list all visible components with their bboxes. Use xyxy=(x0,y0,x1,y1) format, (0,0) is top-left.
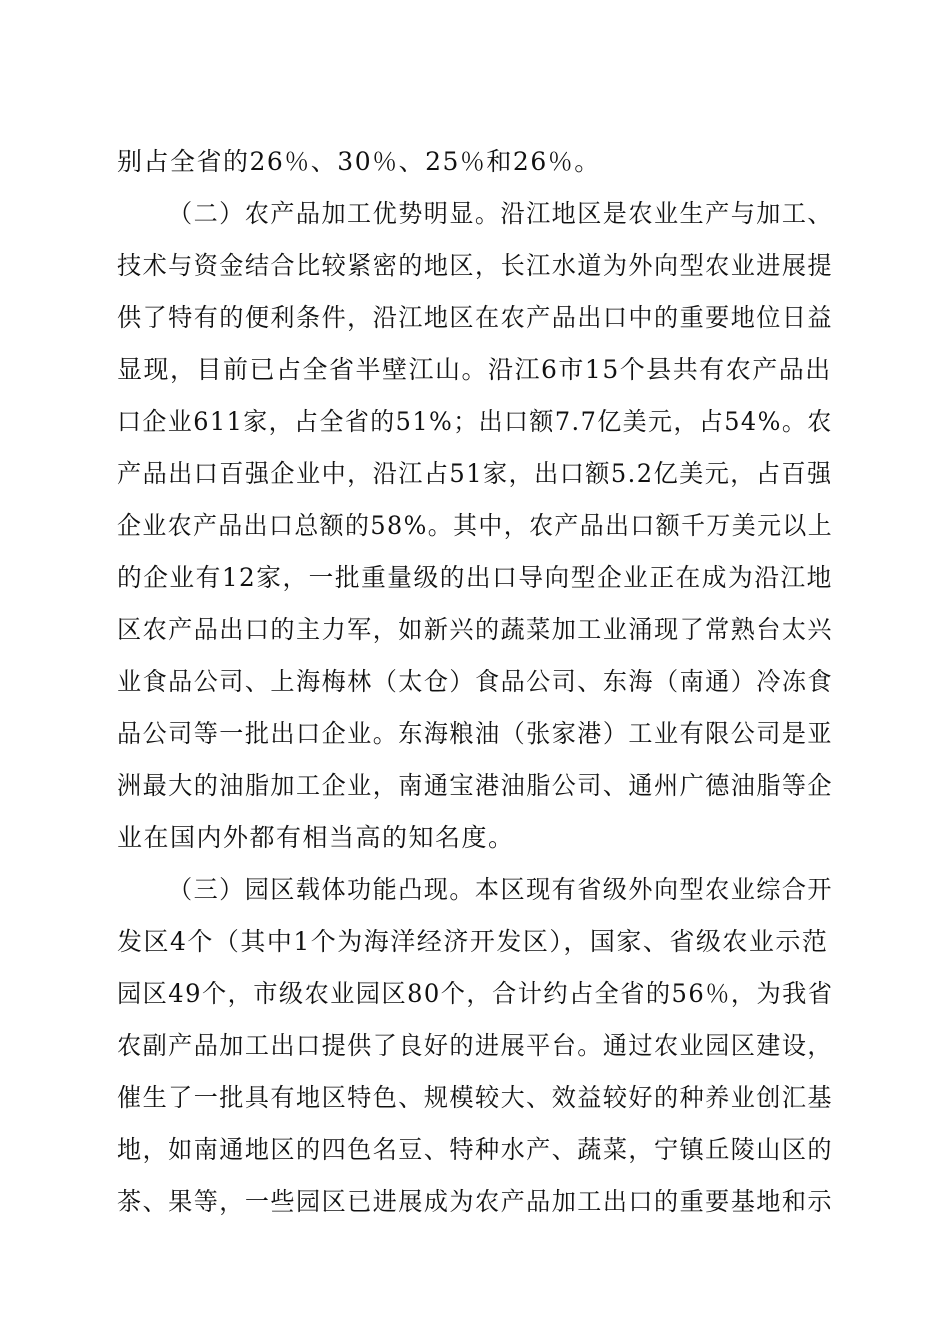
text-line: 显现，目前已占全省半壁江山。沿江6市15个县共有农产品出 xyxy=(117,355,832,384)
text-line: 催生了一批具有地区特色、规模较大、效益较好的种养业创汇基 xyxy=(117,1083,834,1112)
text-line: 的企业有12家，一批重量级的出口导向型企业正在成为沿江地 xyxy=(117,563,833,592)
text-line: 业在国内外都有相当高的知名度。 xyxy=(117,823,515,852)
text-line: 技术与资金结合比较紧密的地区，长江水道为外向型农业进展提 xyxy=(117,251,834,280)
text-line: 产品出口百强企业中，沿江占51家，出口额5.2亿美元，占百强 xyxy=(117,459,833,488)
text-line: 品公司等一批出口企业。东海粮油（张家港）工业有限公司是亚 xyxy=(117,719,834,748)
text-line: 发区4个（其中1个为海洋经济开发区），国家、省级农业示范 xyxy=(117,927,829,956)
text-line: 供了特有的便利条件，沿江地区在农产品出口中的重要地位日益 xyxy=(117,303,834,332)
text-line: 别占全省的26％、30％、25％和26％。 xyxy=(117,147,601,176)
text-line: 农副产品加工出口提供了良好的进展平台。通过农业园区建设， xyxy=(117,1031,834,1060)
text-line: 茶、果等，一些园区已进展成为农产品加工出口的重要基地和示 xyxy=(117,1187,834,1216)
text-line: 区农产品出口的主力军，如新兴的蔬菜加工业涌现了常熟台太兴 xyxy=(117,615,834,644)
text-line: 洲最大的油脂加工企业，南通宝港油脂公司、通州广德油脂等企 xyxy=(117,771,834,800)
text-line: 业食品公司、上海梅林（太仓）食品公司、东海（南通）冷冻食 xyxy=(117,667,834,696)
text-line: 园区49个，市级农业园区80个，合计约占全省的56％，为我省 xyxy=(117,979,834,1008)
section-heading-line: （三）园区载体功能凸现。本区现有省级外向型农业综合开 xyxy=(168,875,834,904)
text-line: 地，如南通地区的四色名豆、特种水产、蔬菜，宁镇丘陵山区的 xyxy=(117,1135,834,1164)
text-line: 企业农产品出口总额的58%。其中，农产品出口额千万美元以上 xyxy=(117,511,834,540)
section-heading-line: （二）农产品加工优势明显。沿江地区是农业生产与加工、 xyxy=(168,199,834,228)
text-line: 口企业611家，占全省的51%；出口额7.7亿美元，占54%。农 xyxy=(117,407,833,436)
